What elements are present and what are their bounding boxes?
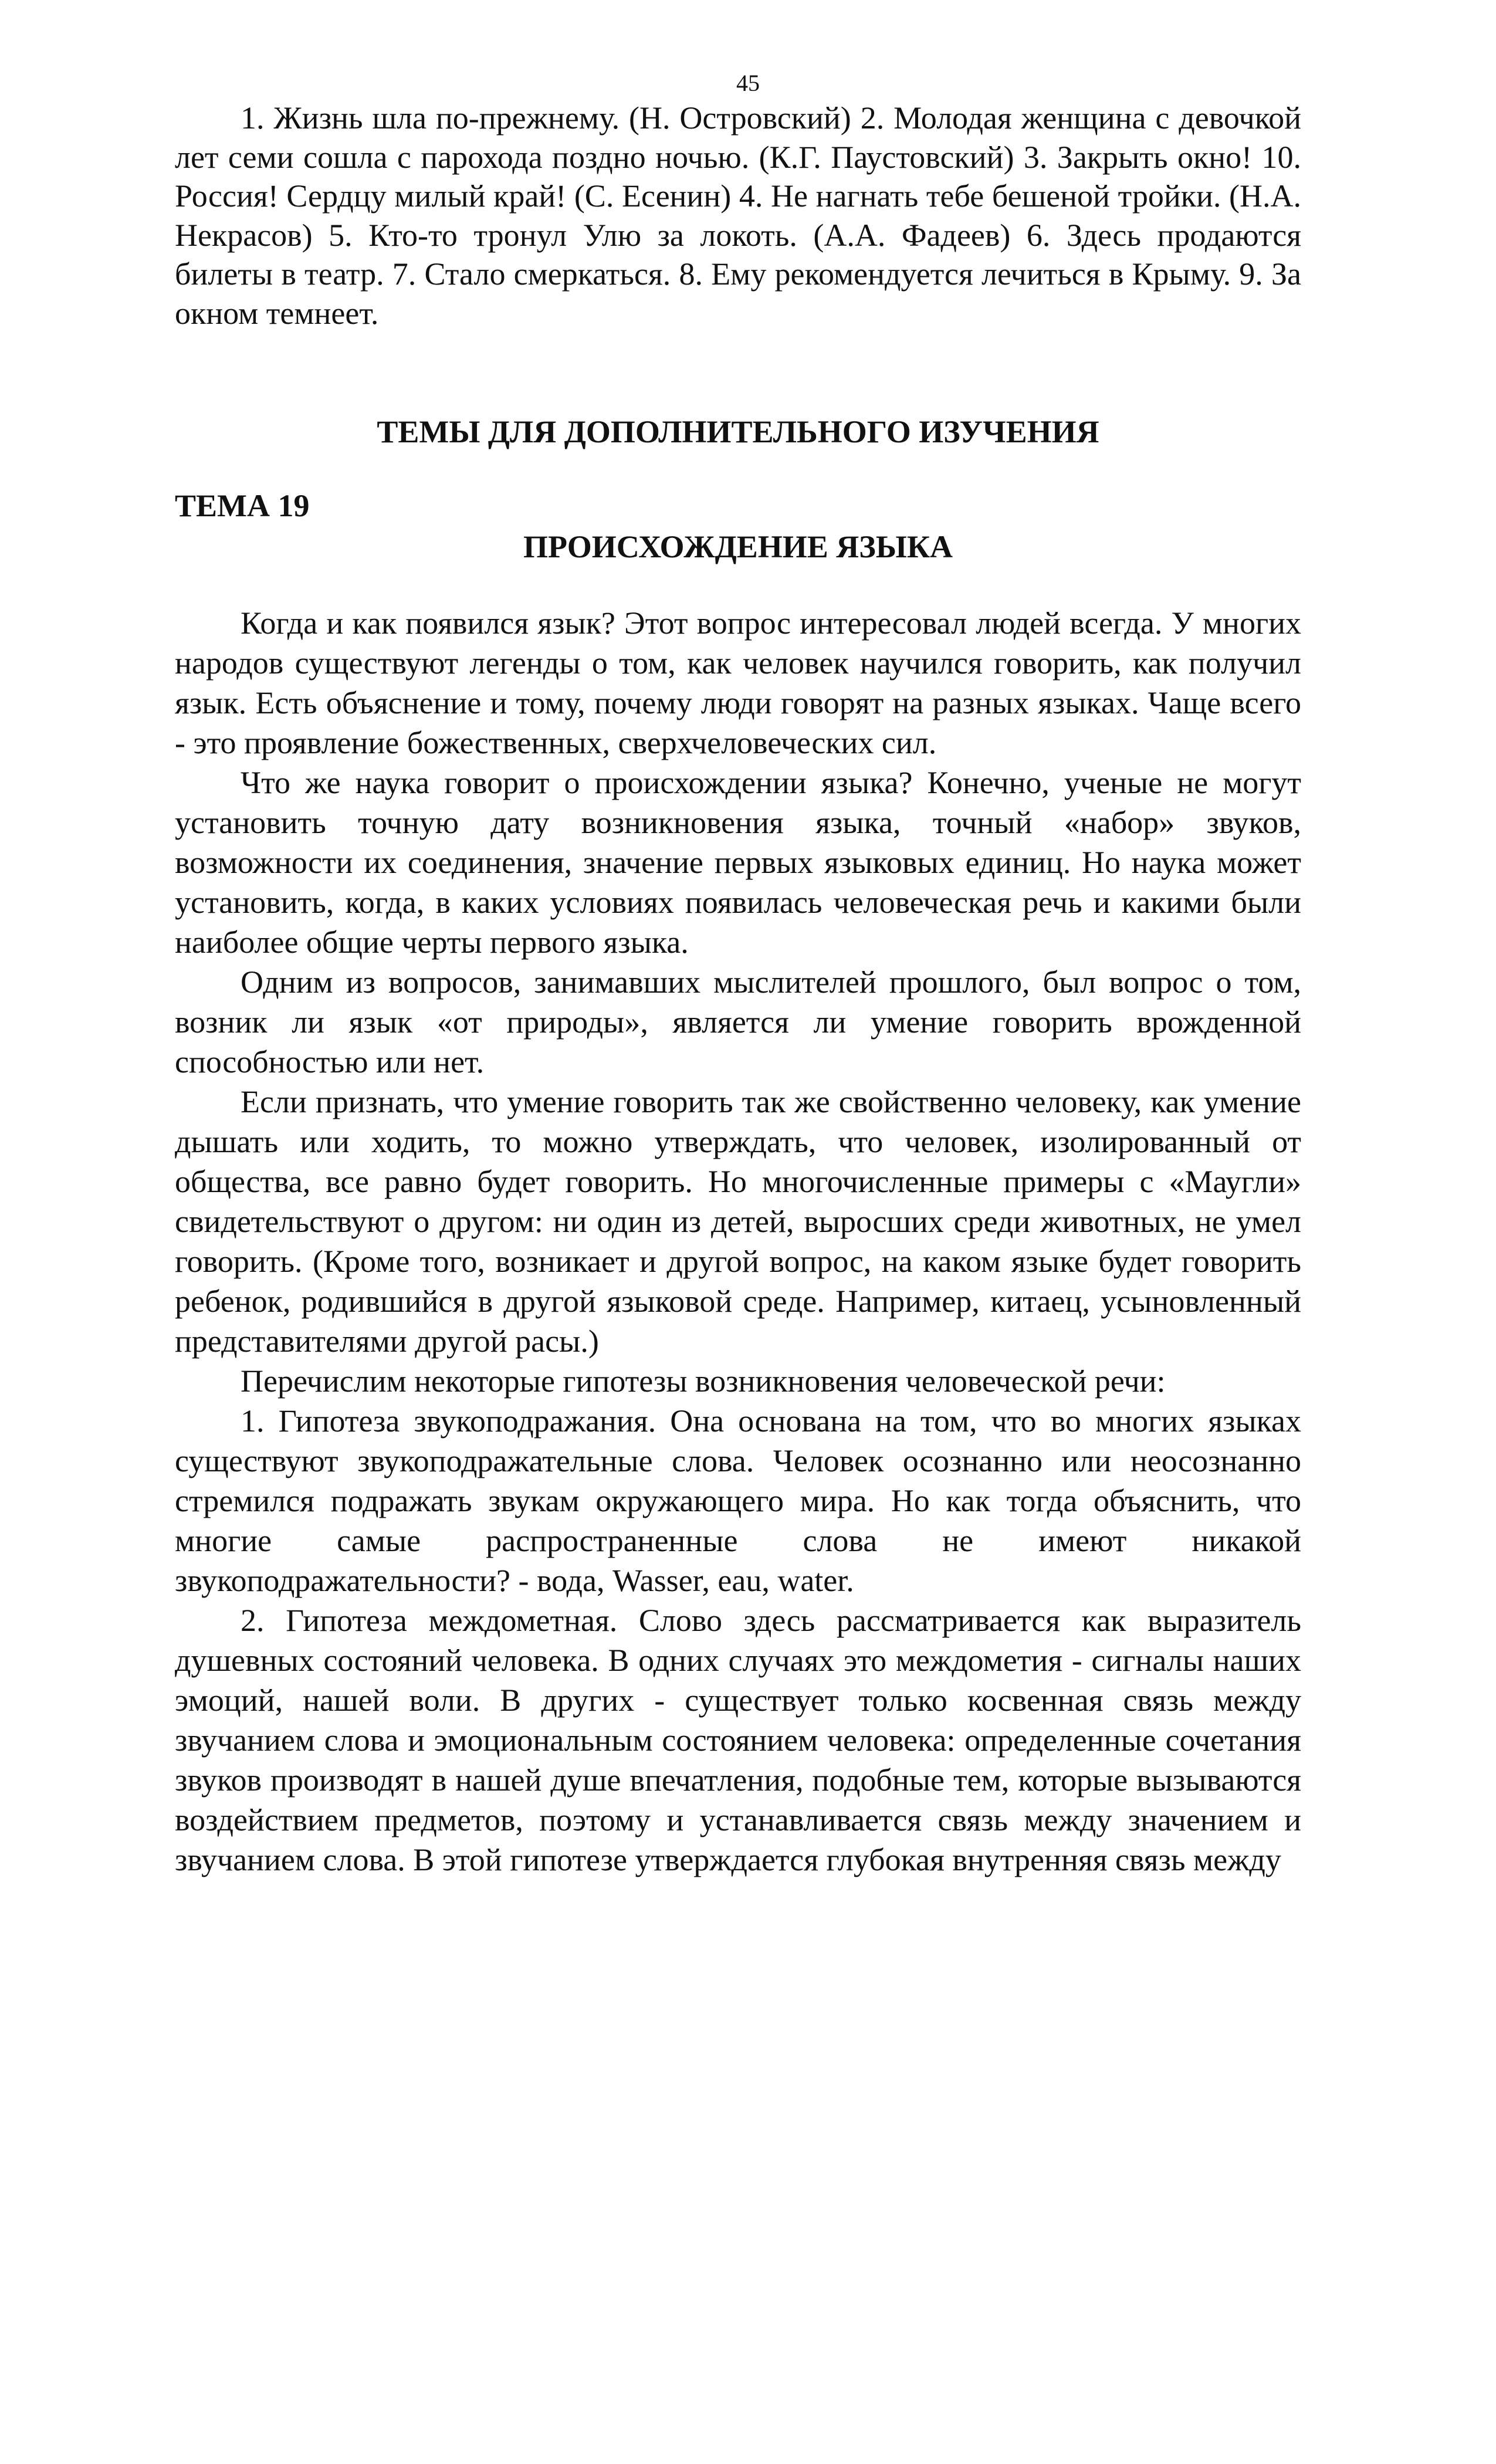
- page-number: 45: [736, 70, 760, 96]
- exercise-answers-paragraph: 1. Жизнь шла по-прежнему. (Н. Островский) 2. Молодая женщина с девочкой лет семи сошла с парохода поздно ночью. (К.Г. Паустовский) 3. Закрыть окно! 10. Россия! Сердцу милый край! (С. Есенин) 4. Не нагнать тебе бешеной тройки. (Н.А. Некрасов) 5. Кто-то тронул Улю за локоть. (А.А. Фадеев) 6. Здесь продаются билеты в театр. 7. Стало смеркаться. 8. Ему рекомендуется лечиться в Крыму. 9. За окном темнеет.: [175, 100, 1301, 331]
- page-content: [175, 99, 1301, 1880]
- paragraph: Что же наука говорит о происхождении языка? Конечно, ученые не могут установить точную дату возникновения языка, точный «набор» звуков, возможности их соединения, значение первых языковых единиц. Но наука может установить, когда, в каких условиях появилась человеческая речь и какими были наиболее общие черты первого языка.: [175, 765, 1301, 960]
- paragraph: Когда и как появился язык? Этот вопрос интересовал людей всегда. У многих народов существуют легенды о том, как человек научился говорить, как получил язык. Есть объяснение и тому, почему люди говорят на разных языках. Чаще всего - это проявление божественных, сверхчеловеческих сил.: [175, 605, 1301, 760]
- paragraph: Одним из вопросов, занимавших мыслителей прошлого, был вопрос о том, возник ли язык «от природы», является ли умение говорить врожденной способностью или нет.: [175, 964, 1301, 1079]
- paragraph: 2. Гипотеза междометная. Слово здесь рассматривается как выразитель душевных состояний человека. В одних случаях это междометия - сигналы наших эмоций, нашей воли. В других - существует только косвенная связь между звучанием слова и эмоциональным состоянием человека: определенные сочетания звуков производят в нашей душе впечатления, подобные тем, которые вызываются воздействием предметов, поэтому и устанавливается связь между значением и звучанием слова. В этой гипотезе утверждается глубокая внутренняя связь между: [175, 1603, 1301, 1877]
- paragraph: Перечислим некоторые гипотезы возникновения человеческой речи:: [241, 1363, 1166, 1399]
- topic-number: ТЕМА 19: [175, 488, 310, 523]
- topic-title: ПРОИСХОЖДЕНИЕ ЯЗЫКА: [523, 529, 953, 564]
- body-text: [175, 603, 1301, 1880]
- paragraph: Если признать, что умение говорить так же свойственно человеку, как умение дышать или ходить, то можно утверждать, что человек, изолированный от общества, все равно будет говорить. Но многочисленные примеры с «Маугли» свидетельствуют о другом: ни один из детей, выросших среди животных, не умел говорить. (Кроме того, возникает и другой вопрос, на каком языке будет говорить ребенок, родившийся в другой языковой среде. Например, китаец, усыновленный представителями другой расы.): [175, 1084, 1301, 1359]
- paragraph: 1. Гипотеза звукоподражания. Она основана на том, что во многих языках существуют звукоподражательные слова. Человек осознанно или неосознанно стремился подражать звукам окружающего мира. Но как тогда объяснить, что многие самые распространенные слова не имеют никакой звукоподражательности? - вода, Wasser, eau, water.: [175, 1403, 1301, 1598]
- section-heading: ТЕМЫ ДЛЯ ДОПОЛНИТЕЛЬНОГО ИЗУЧЕНИЯ: [377, 414, 1099, 449]
